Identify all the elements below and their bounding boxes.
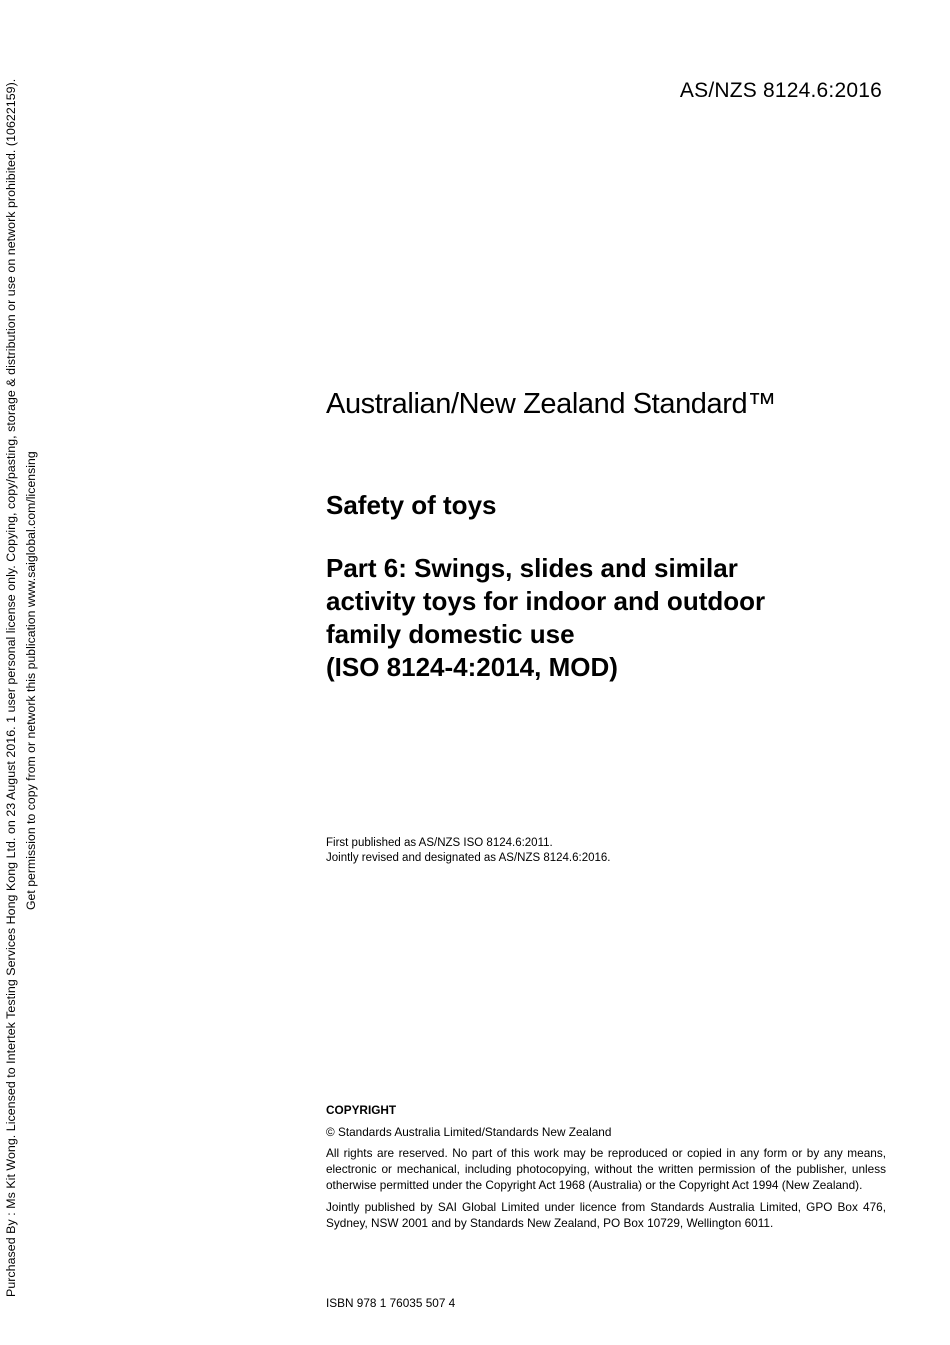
history-line: Jointly revised and designated as AS/NZS 8124.6:2016. [326,852,611,864]
license-notice: Purchased By : Ms Kit Wong. Licensed to Intertek Testing Services Hong Kong Ltd. on 23 August 2016. 1 user personal license only. Copying, copy/pasting, storage & distribution or use on network prohibited. (10622159). [4,78,18,1297]
part-title-line: family domestic use [326,619,575,649]
part-title-line: activity toys for indoor and outdoor [326,586,766,616]
history-line: First published as AS/NZS ISO 8124.6:2011. [326,837,553,849]
copyright-publishers: Jointly published by SAI Global Limited under licence from Standards Australia Limited, GPO Box 476, Sydney, NSW 2001 and by Standards New Zealand, PO Box 10729, Wellington 6011. [326,1200,886,1230]
copyright-heading: COPYRIGHT [326,1103,397,1117]
part-title-line: (ISO 8124-4:2014, MOD) [326,652,618,682]
copyright-block [326,1102,886,1237]
isbn: ISBN 978 1 76035 507 4 [326,1296,456,1310]
publication-history [326,836,611,866]
copyright-owner: © Standards Australia Limited/Standards New Zealand [326,1125,612,1139]
part-title-line: Part 6: Swings, slides and similar [326,553,738,583]
standard-title: Australian/New Zealand Standard™ [326,388,776,420]
standard-number: AS/NZS 8124.6:2016 [679,79,882,102]
copyright-rights: All rights are reserved. No part of this work may be reproduced or copied in any form or by any means, electronic or mechanical, including photocopying, without the written permission of the publisher, unless otherwise permitted under the Copyright Act 1968 (Australia) or the Copyright Act 1994 (New Zealand). [326,1146,886,1192]
part-title [326,552,886,684]
licensing-permission-notice: Get permission to copy from or network this publication www.saiglobal.com/licensing [24,451,38,910]
document-subject: Safety of toys [326,490,497,520]
